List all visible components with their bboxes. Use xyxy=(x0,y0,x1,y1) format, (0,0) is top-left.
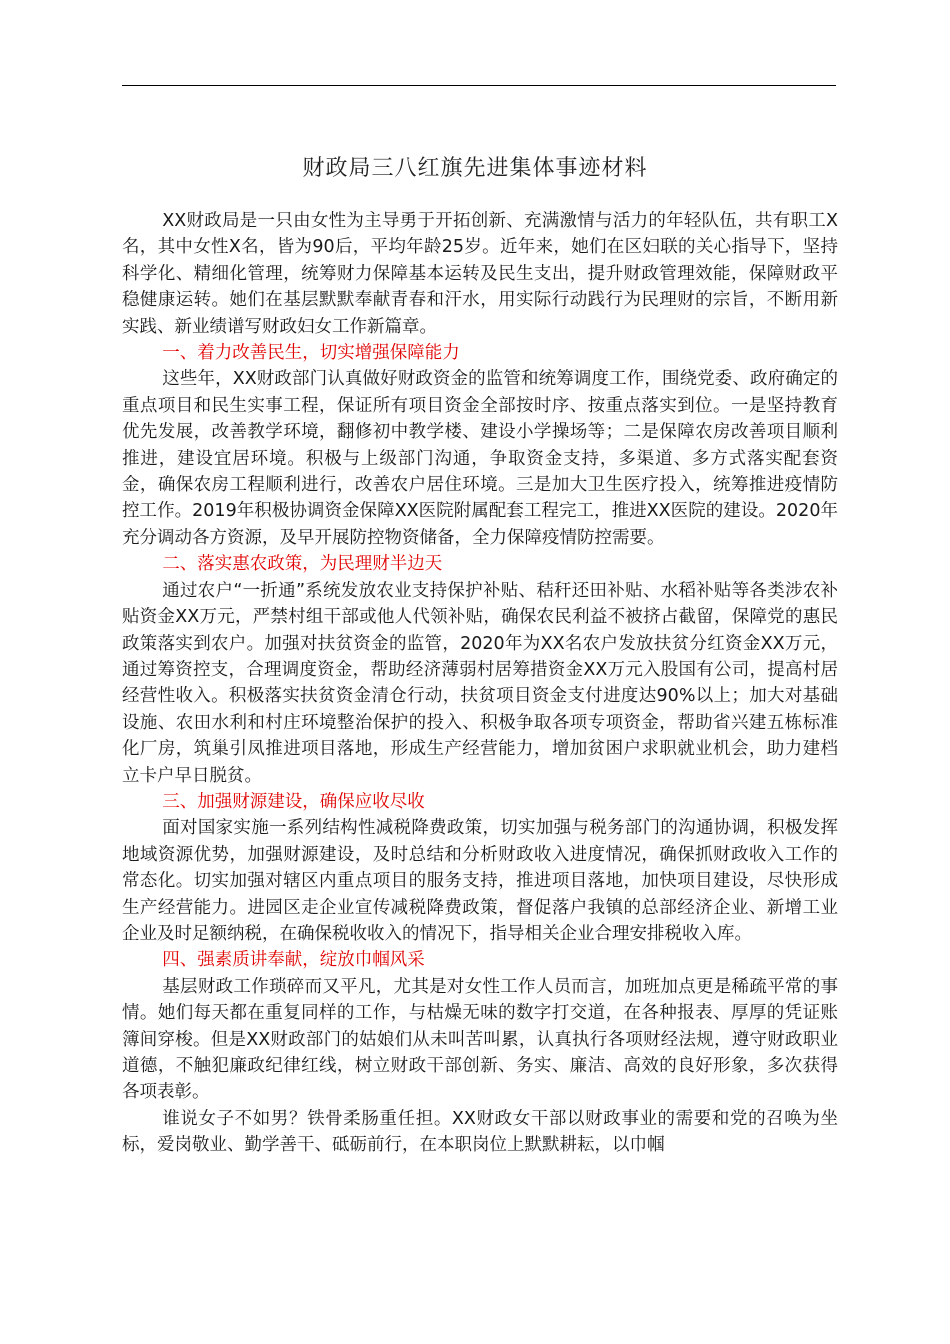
section-3-paragraph-1: 面对国家实施一系列结构性减税降费政策，切实加强与税务部门的沟通协调，积极发挥地域资源优势，加强财源建设，及时总结和分析财政收入进度情况，确保抓财政收入工作的常态化。切实加强对辖区内重点项目的服务支持，推进项目落地，加快项目建设，尽快形成生产经营能力。进园区走企业宣传减税降费政策，督促落户我镇的总部经济企业、新增工业企业及时足额纳税，在确保税收收入的情况下，指导相关企业合理安排税收入库。 xyxy=(122,818,838,944)
section-heading-4: 四、强素质讲奉献，绽放巾帼风采 xyxy=(162,950,425,971)
section-4-paragraph-2: 谁说女子不如男？铁骨柔肠重任担。XX财政女干部以财政事业的需要和党的召唤为坐标，爱岗敬业、勤学善干、砥砺前行，在本职岗位上默默耕耘，以巾帼 xyxy=(122,1108,838,1156)
section-1-paragraph-1: 这些年，XX财政部门认真做好财政资金的监管和统筹调度工作，围绕党委、政府确定的重点项目和民生实事工程，保证所有项目资金全部按时序、按重点落实到位。一是坚持教育优先发展，改善教学环境，翻修初中教学楼、建设小学操场等；二是保障农房改善项目顺利推进，建设宜居环境。积极与上级部门沟通，争取资金支持，多渠道、多方式落实配套资金，确保农房工程顺利进行，改善农户居住环境。三是加大卫生医疗投入，统筹推进疫情防控工作。2019年积极协调资金保障XX医院附属配套工程完工，推进XX医院的建设。2020年充分调动各方资源，及早开展防控物资储备，全力保障疫情防控需要。 xyxy=(122,369,838,548)
section-heading-3: 三、加强财源建设，确保应收尽收 xyxy=(162,791,425,812)
document-title: 财政局三八红旗先进集体事迹材料 xyxy=(302,156,648,181)
section-heading-2: 二、落实惠农政策，为民理财半边天 xyxy=(162,554,443,575)
section-4-paragraph-1: 基层财政工作琐碎而又平凡，尤其是对女性工作人员而言，加班加点更是稀疏平常的事情。她们每天都在重复同样的工作，与枯燥无味的数字打交道，在各种报表、厚厚的凭证账簿间穿梭。但是XX财政部门的姑娘们从未叫苦叫累，认真执行各项财经法规，遵守财政职业道德，不触犯廉政纪律红线，树立财政干部创新、务实、廉洁、高效的良好形象，多次获得各项表彰。 xyxy=(122,976,838,1103)
document-body xyxy=(122,208,838,1159)
intro-paragraph: XX财政局是一只由女性为主导勇于开拓创新、充满激情与活力的年轻队伍，共有职工X名，其中女性X名，皆为90后，平均年龄25岁。近年来，她们在区妇联的关心指导下，坚持科学化、精细化管理，统筹财力保障基本运转及民生支出，提升财政管理效能，保障财政平稳健康运转。她们在基层默默奉献青春和汗水，用实际行动践行为民理财的宗旨，不断用新实践、新业绩谱写财政妇女工作新篇章。 xyxy=(122,211,838,337)
header-rule xyxy=(122,85,836,86)
section-heading-1: 一、着力改善民生，切实增强保障能力 xyxy=(162,343,460,364)
section-2-paragraph-1: 通过农户“一折通”系统发放农业支持保护补贴、秸秆还田补贴、水稻补贴等各类涉农补贴资金XX万元，严禁村组干部或他人代领补贴，确保农民利益不被挤占截留，保障党的惠民政策落实到农户。加强对扶贫资金的监管，2020年为XX名农户发放扶贫分红资金XX万元，通过筹资控支，合理调度资金，帮助经济薄弱村居筹措资金XX万元入股国有公司，提高村居经营性收入。积极落实扶贫资金清仓行动，扶贫项目资金支付进度达90%以上；加大对基础设施、农田水利和村庄环境整治保护的投入、积极争取各项专项资金，帮助省兴建五栋标准化厂房，筑巢引凤推进项目落地，形成生产经营能力，增加贫困户求职就业机会，助力建档立卡户早日脱贫。 xyxy=(122,580,838,786)
